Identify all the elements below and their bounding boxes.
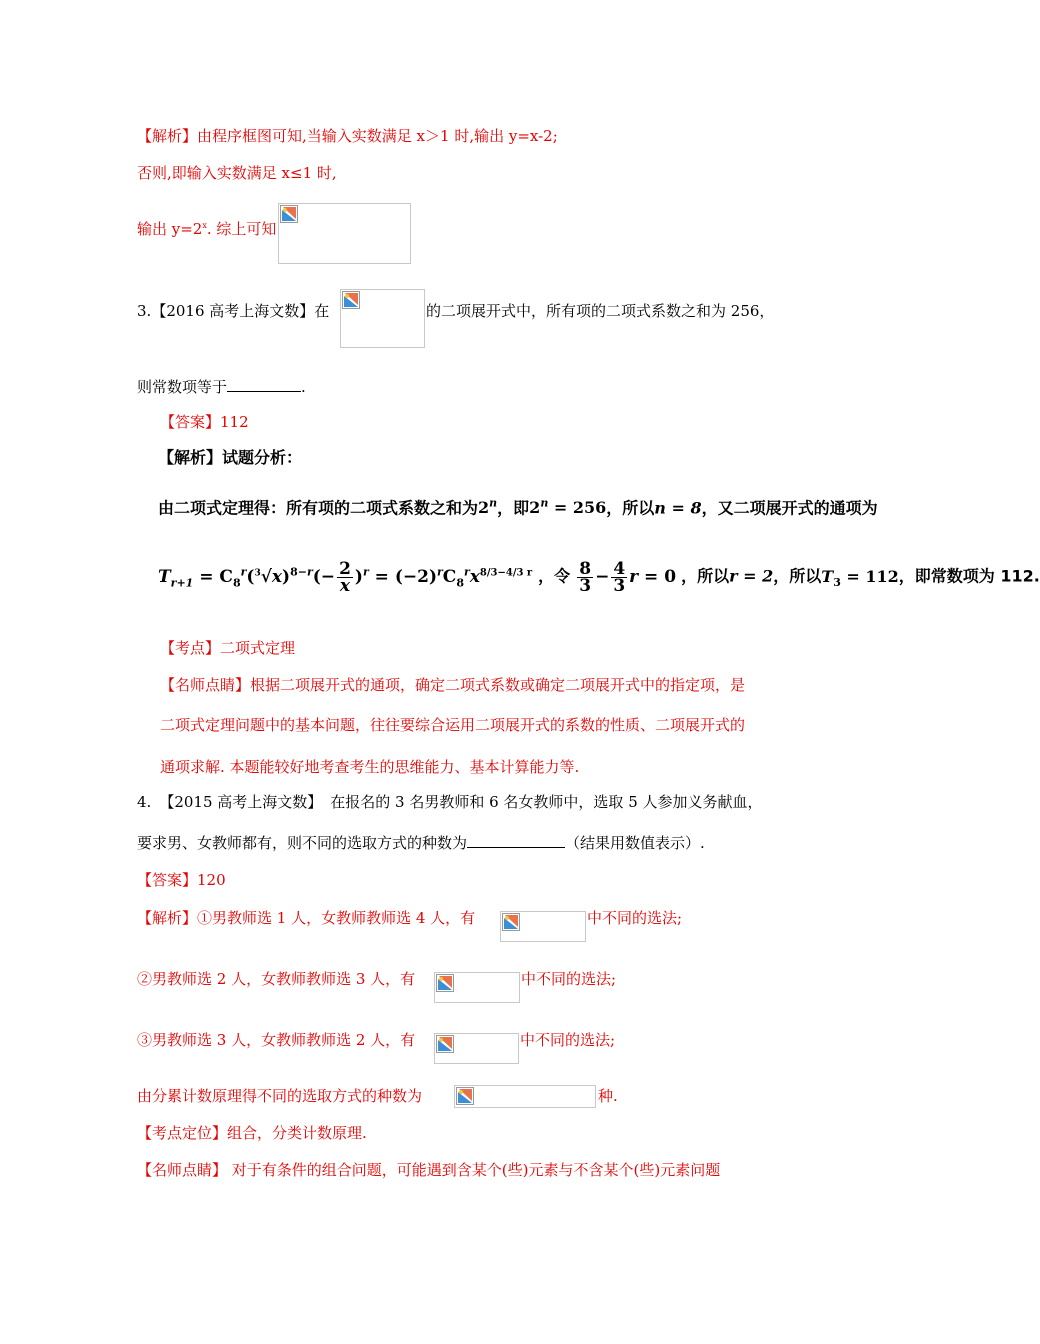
q3-mingshi-line1 [160,675,745,695]
kaodian-text: 二项式定理 [220,639,296,657]
q2-exponent: x [202,221,207,230]
q4-stem2-b: （结果用数值表示）. [565,834,705,852]
image-placeholder [500,911,586,942]
q3-expl-line1 [158,494,878,518]
kaodian-tag: 【考点定位】 [137,1124,228,1142]
general-term-formula: $T_{r+1} = C_8^r(^3√x)^{8-r}(-$ $\frac{2}{x}$ )$^r = (-2)^rC_8^rx^{8/3-4/3 r}$ [158,558,533,596]
case-text: ①男教师选 1 人，女教师教师选 4 人，有 [197,909,476,927]
jiexi-tag: 【解析】 [137,127,198,145]
q3-mingshi-line3: 通项求解. 本题能较好地考查考生的思维能力、基本计算能力等. [160,758,580,776]
jiexi-tag: 【解析】 [137,909,198,927]
q3-mingshi-line2: 二项式定理问题中的基本问题，往往要综合运用二项展开式的系数的性质、二项展开式的 [160,716,746,734]
q4-case3-end: 中不同的选法; [520,1031,616,1049]
image-placeholder [434,972,520,1003]
math-2n-256: $2^n = 256$ [529,497,607,518]
q2-conclusion-text: . 综上可知 [206,220,277,238]
q4-case1 [137,908,475,928]
expl-text: ，所以 [606,498,655,518]
answer-blank [467,833,565,848]
q2-jiexi-line [137,126,558,146]
math-r2: r = 2 [729,566,774,586]
math-equation-r: $\frac{8}{3}$ − $\frac{4}{3}$ r = 0 [579,558,677,596]
mingshi-tag: 【名师点睛】 [137,1161,228,1179]
math-t3: $T_3 = 112$ [821,566,899,589]
q4-stem1-text: 在报名的 3 名男教师和 6 名女教师中，选取 5 人参加义务献血， [330,793,763,811]
jiexi-text: 由程序框图可知,当输入实数满足 x＞1 时,输出 y=x-2; [197,127,558,145]
q4-kaodian [137,1123,367,1143]
q4-stem2-a: 要求男、女教师都有，则不同的选取方式的种数为 [137,834,468,852]
question-number: 4. [137,793,152,811]
q3-stem-c [137,377,306,397]
q3-stem-a: 在 [314,302,330,320]
question-source: 【2016 高考上海文数】 [151,302,315,320]
q4-stem1 [137,792,763,812]
jiexi-tag: 【解析】 [158,448,223,467]
image-placeholder [454,1085,596,1108]
q3-stem [137,301,329,321]
expl-text: ，所以 [681,566,730,586]
answer-blank [227,377,301,392]
q4-stem2 [137,833,705,853]
answer-value: 120 [197,871,226,889]
expl-text: ，所以 [773,566,822,586]
question-source: 【2015 高考上海文数】 [159,793,323,811]
q4-answer [137,870,226,890]
answer-value: 112 [220,413,249,431]
kaodian-text: 组合，分类计数原理. [227,1124,367,1142]
broken-image-icon [280,205,298,223]
q4-mingshi-line1 [137,1160,720,1180]
image-placeholder [434,1033,519,1064]
math-n8: n = 8 [654,498,702,518]
q4-case3: ③男教师选 3 人，女教师教师选 2 人，有 [137,1031,416,1049]
q2-line2: 否则,即输入实数满足 x≤1 时, [137,164,337,182]
q3-stem-c-text: 则常数项等于 [137,378,228,396]
image-placeholder [340,289,425,348]
broken-image-icon [436,974,454,992]
expl-text: ，又二项展开式的通项为 [701,498,878,518]
answer-tag: 【答案】 [160,413,221,431]
q3-jiexi [158,448,302,468]
q4-total: 由分累计数原理得不同的选取方式的种数为 [137,1087,423,1105]
math-2n: 2$^n$ [478,497,498,518]
q4-case1-end: 中不同的选法; [587,909,683,927]
q3-stem-b: 的二项展开式中，所有项的二项式系数之和为 256， [426,302,775,320]
broken-image-icon [342,291,360,309]
q3-kaodian [160,638,295,658]
mingshi-text: 对于有条件的组合问题，可能遇到含某个(些)元素与不含某个(些)元素问题 [227,1161,721,1179]
expl-text: ，即 [497,498,530,518]
q3-stem-end: . [301,378,306,396]
kaodian-tag: 【考点】 [160,639,221,657]
q2-output-text: 输出 y=2 [137,220,203,238]
expl-text: ，令 [538,566,571,586]
mingshi-text: 根据二项展开式的通项，确定二项式系数或确定二项展开式中的指定项，是 [250,676,746,694]
q2-line3 [137,216,276,239]
q4-total-end: 种. [598,1087,618,1105]
q3-answer [160,412,249,432]
expl-text: 由二项式定理得：所有项的二项式系数之和为 [158,498,479,518]
q3-expl-line2 [158,548,1040,596]
broken-image-icon [456,1087,474,1105]
q4-case2: ②男教师选 2 人，女教师教师选 3 人，有 [137,970,416,988]
broken-image-icon [502,913,520,931]
broken-image-icon [436,1035,454,1053]
expl-text: ，即常数项为 112. [898,566,1040,586]
mingshi-tag: 【名师点睛】 [160,676,251,694]
image-placeholder [278,203,411,264]
answer-tag: 【答案】 [137,871,198,889]
question-number: 3. [137,302,152,320]
q4-case2-end: 中不同的选法; [521,970,617,988]
jiexi-text: 试题分析： [222,448,303,467]
